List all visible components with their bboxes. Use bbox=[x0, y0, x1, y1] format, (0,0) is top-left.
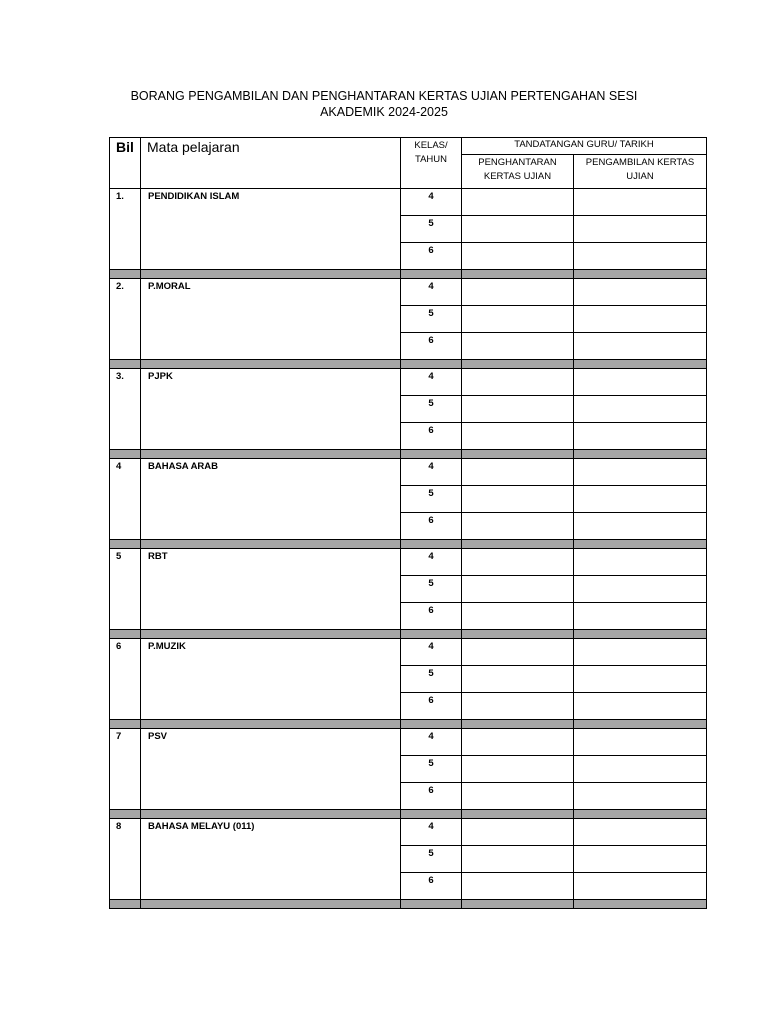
separator-cell bbox=[574, 900, 707, 909]
header-penghantaran bbox=[462, 155, 574, 189]
form-table-body bbox=[110, 138, 707, 909]
pengambilan-signature-cell[interactable] bbox=[574, 729, 707, 756]
subject-name: P.MUZIK bbox=[141, 639, 401, 720]
pengambilan-signature-cell[interactable] bbox=[574, 513, 707, 540]
form-title-line1: BORANG PENGAMBILAN DAN PENGHANTARAN KERTAS UJIAN PERTENGAHAN SESI bbox=[130, 89, 638, 103]
subject-number: 4 bbox=[110, 459, 141, 540]
subject-number: 5 bbox=[110, 549, 141, 630]
penghantaran-signature-cell[interactable] bbox=[462, 306, 574, 333]
class-level: 5 bbox=[401, 306, 462, 333]
row-separator bbox=[110, 630, 707, 639]
header-row-1 bbox=[110, 138, 707, 155]
separator-cell bbox=[462, 810, 574, 819]
pengambilan-signature-cell[interactable] bbox=[574, 486, 707, 513]
subject-number: 2. bbox=[110, 279, 141, 360]
penghantaran-signature-cell[interactable] bbox=[462, 639, 574, 666]
class-level: 6 bbox=[401, 513, 462, 540]
separator-cell bbox=[401, 540, 462, 549]
pengambilan-signature-cell[interactable] bbox=[574, 216, 707, 243]
separator-cell bbox=[401, 450, 462, 459]
subject-row-5-level-1 bbox=[110, 549, 707, 576]
penghantaran-signature-cell[interactable] bbox=[462, 396, 574, 423]
class-level: 6 bbox=[401, 873, 462, 900]
subject-number: 3. bbox=[110, 369, 141, 450]
penghantaran-signature-cell[interactable] bbox=[462, 189, 574, 216]
pengambilan-signature-cell[interactable] bbox=[574, 423, 707, 450]
row-separator bbox=[110, 540, 707, 549]
penghantaran-signature-cell[interactable] bbox=[462, 549, 574, 576]
class-level: 5 bbox=[401, 216, 462, 243]
separator-cell bbox=[141, 450, 401, 459]
pengambilan-signature-cell[interactable] bbox=[574, 459, 707, 486]
class-level: 4 bbox=[401, 189, 462, 216]
separator-cell bbox=[141, 540, 401, 549]
subject-name: P.MORAL bbox=[141, 279, 401, 360]
class-level: 5 bbox=[401, 666, 462, 693]
penghantaran-signature-cell[interactable] bbox=[462, 243, 574, 270]
pengambilan-signature-cell[interactable] bbox=[574, 243, 707, 270]
subject-row-2-level-1 bbox=[110, 279, 707, 306]
separator-cell bbox=[574, 630, 707, 639]
header-mata-pelajaran: Mata pelajaran bbox=[141, 138, 401, 189]
separator-cell bbox=[462, 450, 574, 459]
pengambilan-signature-cell[interactable] bbox=[574, 756, 707, 783]
penghantaran-signature-cell[interactable] bbox=[462, 666, 574, 693]
penghantaran-signature-cell[interactable] bbox=[462, 783, 574, 810]
penghantaran-signature-cell[interactable] bbox=[462, 693, 574, 720]
header-tandatangan: TANDATANGAN GURU/ TARIKH bbox=[462, 138, 707, 155]
separator-cell bbox=[110, 900, 141, 909]
separator-cell bbox=[110, 540, 141, 549]
penghantaran-signature-cell[interactable] bbox=[462, 819, 574, 846]
separator-cell bbox=[110, 720, 141, 729]
pengambilan-signature-cell[interactable] bbox=[574, 846, 707, 873]
class-level: 4 bbox=[401, 549, 462, 576]
pengambilan-signature-cell[interactable] bbox=[574, 189, 707, 216]
pengambilan-signature-cell[interactable] bbox=[574, 279, 707, 306]
class-level: 4 bbox=[401, 459, 462, 486]
pengambilan-signature-cell[interactable] bbox=[574, 576, 707, 603]
penghantaran-signature-cell[interactable] bbox=[462, 756, 574, 783]
form-title bbox=[100, 88, 668, 120]
penghantaran-signature-cell[interactable] bbox=[462, 603, 574, 630]
subject-row-3-level-1 bbox=[110, 369, 707, 396]
header-pengambilan bbox=[574, 155, 707, 189]
separator-cell bbox=[574, 540, 707, 549]
separator-cell bbox=[462, 630, 574, 639]
subject-name: PENDIDIKAN ISLAM bbox=[141, 189, 401, 270]
separator-cell bbox=[401, 630, 462, 639]
pengambilan-signature-cell[interactable] bbox=[574, 693, 707, 720]
separator-cell bbox=[141, 630, 401, 639]
subject-row-8-level-1 bbox=[110, 819, 707, 846]
penghantaran-signature-cell[interactable] bbox=[462, 333, 574, 360]
separator-cell bbox=[401, 360, 462, 369]
separator-cell bbox=[574, 270, 707, 279]
separator-cell bbox=[462, 360, 574, 369]
subject-name: RBT bbox=[141, 549, 401, 630]
separator-cell bbox=[110, 810, 141, 819]
header-kelas-line1: KELAS/ bbox=[414, 140, 448, 151]
form-title-line2: AKADEMIK 2024-2025 bbox=[320, 105, 448, 119]
penghantaran-signature-cell[interactable] bbox=[462, 459, 574, 486]
class-level: 5 bbox=[401, 576, 462, 603]
penghantaran-signature-cell[interactable] bbox=[462, 729, 574, 756]
class-level: 5 bbox=[401, 756, 462, 783]
class-level: 6 bbox=[401, 693, 462, 720]
subject-row-7-level-1 bbox=[110, 729, 707, 756]
row-separator bbox=[110, 450, 707, 459]
class-level: 5 bbox=[401, 846, 462, 873]
subject-row-1-level-1 bbox=[110, 189, 707, 216]
separator-cell bbox=[141, 720, 401, 729]
pengambilan-signature-cell[interactable] bbox=[574, 783, 707, 810]
separator-cell bbox=[110, 360, 141, 369]
class-level: 4 bbox=[401, 639, 462, 666]
row-separator bbox=[110, 270, 707, 279]
subject-row-4-level-1 bbox=[110, 459, 707, 486]
penghantaran-signature-cell[interactable] bbox=[462, 423, 574, 450]
separator-cell bbox=[401, 900, 462, 909]
separator-cell bbox=[574, 450, 707, 459]
separator-cell bbox=[141, 270, 401, 279]
penghantaran-signature-cell[interactable] bbox=[462, 846, 574, 873]
subject-number: 6 bbox=[110, 639, 141, 720]
separator-cell bbox=[141, 810, 401, 819]
class-level: 5 bbox=[401, 486, 462, 513]
separator-cell bbox=[110, 270, 141, 279]
separator-cell bbox=[141, 360, 401, 369]
class-level: 6 bbox=[401, 783, 462, 810]
class-level: 6 bbox=[401, 423, 462, 450]
separator-cell bbox=[462, 270, 574, 279]
subject-name: PJPK bbox=[141, 369, 401, 450]
subject-number: 7 bbox=[110, 729, 141, 810]
separator-cell bbox=[574, 810, 707, 819]
form-table bbox=[109, 137, 707, 909]
header-bil: Bil bbox=[110, 138, 141, 189]
pengambilan-signature-cell[interactable] bbox=[574, 396, 707, 423]
subject-name: BAHASA MELAYU (011) bbox=[141, 819, 401, 900]
pengambilan-signature-cell[interactable] bbox=[574, 603, 707, 630]
class-level: 4 bbox=[401, 279, 462, 306]
separator-cell bbox=[110, 450, 141, 459]
subject-row-6-level-1 bbox=[110, 639, 707, 666]
row-separator bbox=[110, 720, 707, 729]
penghantaran-signature-cell[interactable] bbox=[462, 216, 574, 243]
penghantaran-signature-cell[interactable] bbox=[462, 369, 574, 396]
separator-cell bbox=[401, 720, 462, 729]
subject-name: BAHASA ARAB bbox=[141, 459, 401, 540]
row-separator bbox=[110, 360, 707, 369]
subject-number: 1. bbox=[110, 189, 141, 270]
header-penghantaran-line2: KERTAS UJIAN bbox=[483, 171, 552, 182]
penghantaran-signature-cell[interactable] bbox=[462, 486, 574, 513]
class-level: 4 bbox=[401, 369, 462, 396]
class-level: 5 bbox=[401, 396, 462, 423]
pengambilan-signature-cell[interactable] bbox=[574, 666, 707, 693]
class-level: 6 bbox=[401, 243, 462, 270]
row-separator bbox=[110, 810, 707, 819]
separator-cell bbox=[462, 540, 574, 549]
pengambilan-signature-cell[interactable] bbox=[574, 306, 707, 333]
pengambilan-signature-cell[interactable] bbox=[574, 819, 707, 846]
separator-cell bbox=[141, 900, 401, 909]
penghantaran-signature-cell[interactable] bbox=[462, 279, 574, 306]
class-level: 4 bbox=[401, 819, 462, 846]
header-kelas-line2: TAHUN bbox=[414, 154, 448, 165]
separator-cell bbox=[462, 720, 574, 729]
pengambilan-signature-cell[interactable] bbox=[574, 333, 707, 360]
penghantaran-signature-cell[interactable] bbox=[462, 576, 574, 603]
header-kelas-tahun bbox=[401, 138, 462, 189]
pengambilan-signature-cell[interactable] bbox=[574, 639, 707, 666]
pengambilan-signature-cell[interactable] bbox=[574, 369, 707, 396]
pengambilan-signature-cell[interactable] bbox=[574, 873, 707, 900]
separator-cell bbox=[574, 720, 707, 729]
separator-cell bbox=[401, 810, 462, 819]
pengambilan-signature-cell[interactable] bbox=[574, 549, 707, 576]
row-separator bbox=[110, 900, 707, 909]
header-pengambilan-line2: UJIAN bbox=[626, 171, 654, 182]
subject-number: 8 bbox=[110, 819, 141, 900]
header-pengambilan-line1: PENGAMBILAN KERTAS bbox=[585, 157, 695, 168]
class-level: 6 bbox=[401, 333, 462, 360]
penghantaran-signature-cell[interactable] bbox=[462, 873, 574, 900]
header-penghantaran-line1: PENGHANTARAN bbox=[478, 157, 557, 168]
separator-cell bbox=[462, 900, 574, 909]
separator-cell bbox=[574, 360, 707, 369]
penghantaran-signature-cell[interactable] bbox=[462, 513, 574, 540]
separator-cell bbox=[401, 270, 462, 279]
class-level: 6 bbox=[401, 603, 462, 630]
class-level: 4 bbox=[401, 729, 462, 756]
separator-cell bbox=[110, 630, 141, 639]
subject-name: PSV bbox=[141, 729, 401, 810]
